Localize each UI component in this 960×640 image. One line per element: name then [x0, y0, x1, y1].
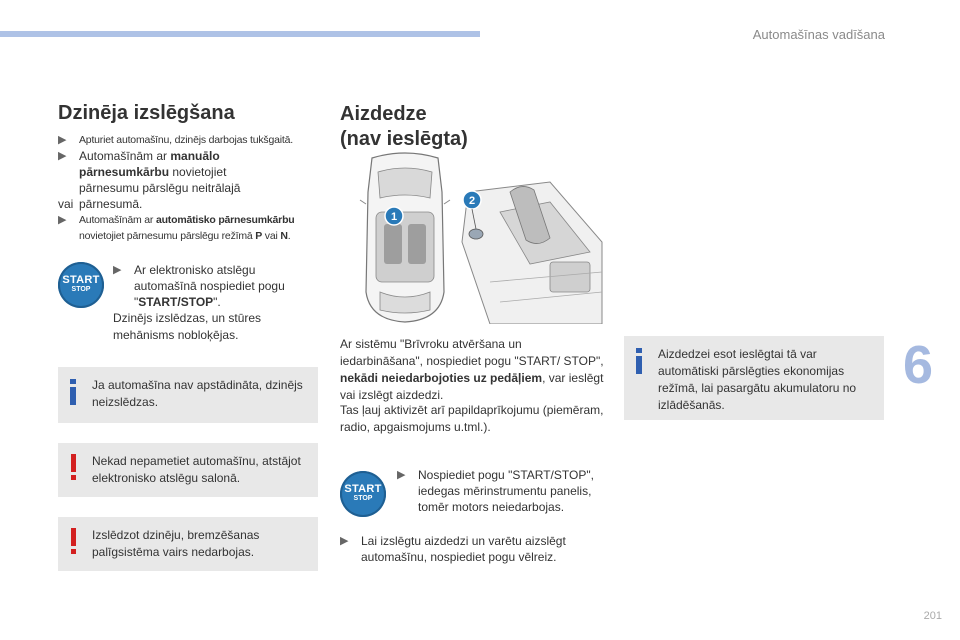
arrow-bullet-icon: ▶︎: [58, 214, 67, 226]
bullet-text: Apturiet automašīnu, dzinējs darbojas tukšgaitā.: [79, 134, 293, 146]
warning-box: [58, 517, 318, 571]
result-text: Dzinējs izslēdzas, un stūres mehānisms nobloķējas.: [113, 311, 262, 342]
warning-text: Nekad nepametiet automašīnu, atstājot elektronisko atslēgu salonā.: [92, 454, 301, 485]
callout-2-label: 2: [468, 195, 476, 207]
list-item: [58, 132, 323, 148]
or-text: vai: [58, 197, 74, 211]
arrow-bullet-icon: ▶︎: [340, 535, 349, 547]
arrow-bullet-icon: ▶︎: [58, 150, 67, 162]
info-icon: [636, 348, 642, 374]
list-item: [397, 467, 612, 515]
chapter-number: 6: [903, 335, 934, 395]
bullet-text: Automašīnām ar manuālo pārnesumkārbu novietojiet pārnesumu pārslēgu neitrālajā pārnesumā.: [79, 149, 241, 211]
list-item: [340, 533, 595, 565]
ignition-paragraph: Ar sistēmu "Brīvroku atvēršana un iedarbināšana", nospiediet pogu "START/ STOP", nekādi neiedarbojoties uz pedāļiem, var ieslēgt vai izslēgt aizdedzi.: [340, 337, 604, 402]
chapter-title: Automašīnas vadīšana: [752, 27, 885, 42]
header-rule: [0, 31, 480, 37]
list-item: [113, 262, 298, 310]
page-number: 201: [923, 610, 942, 622]
bullet-text: Automašīnām ar automātisko pārnesumkārbu novietojiet pārnesumu pārslēgu režīmā P vai N.: [79, 214, 295, 242]
car-top-view: [360, 153, 450, 322]
console-detail: [462, 182, 602, 324]
ignition-paragraph-2: Tas ļauj aktivizēt arī papildaprīkojumu (piemēram, radio, apgaismojums u.tml.).: [340, 403, 604, 434]
start-stop-button-icon: START STOP: [58, 262, 104, 308]
section-title-ignition: Aizdedze (nav ieslēgta): [340, 103, 468, 150]
start-stop-button-icon: [469, 229, 483, 239]
start-stop-button-icon: START STOP: [340, 471, 386, 517]
info-icon: [70, 379, 76, 405]
section-title-engine-off: Dzinēja izslēgšana: [58, 102, 235, 124]
callout-1-label: 1: [390, 211, 398, 223]
info-text: Aizdedzei esot ieslēgtai tā var automātiski pārslēgties ekonomijas režīmā, lai pasargātu akumulatoru no izlādēšanās.: [658, 347, 857, 412]
arrow-bullet-icon: ▶︎: [113, 264, 122, 276]
info-box: [58, 367, 318, 423]
bullet-text: Ar elektronisko atslēgu automašīnā nospiediet pogu "START/STOP".: [134, 263, 285, 309]
info-text: Ja automašīna nav apstādināta, dzinējs neizslēdzas.: [92, 378, 303, 409]
bullet-text: Nospiediet pogu "START/STOP", iedegas mērinstrumentu panelis, tomēr motors neiedarbojas.: [418, 468, 594, 514]
warning-box: [58, 443, 318, 497]
bullet-text: Lai izslēgtu aizdedzi un varētu aizslēgt automašīnu, nospiediet pogu vēlreiz.: [361, 534, 566, 564]
list-item: [58, 212, 320, 244]
car-console-illustration: [350, 152, 604, 324]
warning-text: Izslēdzot dzinēju, bremzēšanas palīgsistēma vairs nedarbojas.: [92, 528, 260, 559]
info-box: [624, 336, 884, 420]
warning-icon: [71, 528, 76, 554]
warning-icon: [71, 454, 76, 480]
arrow-bullet-icon: ▶︎: [58, 134, 67, 146]
list-item: [58, 148, 283, 212]
arrow-bullet-icon: ▶︎: [397, 469, 406, 481]
